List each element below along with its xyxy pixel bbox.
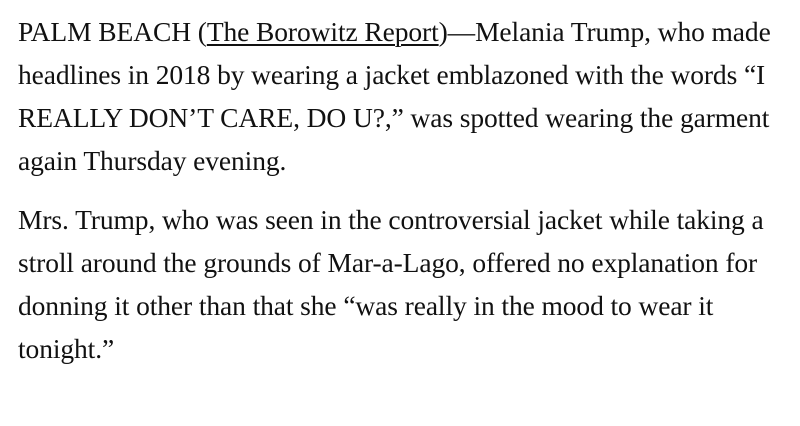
paragraph-1-text: Melania Trump, who made headlines in 2018 by wearing a jacket emblazoned with the words “I REALLY DON’T CARE, DO U?,” was spotted wearing the garment again Thursday evening. [18, 16, 771, 176]
dateline: PALM BEACH [18, 16, 191, 47]
open-paren: ( [190, 16, 207, 47]
source-link[interactable]: The Borowitz Report [206, 16, 439, 47]
paragraph-1 [18, 10, 788, 182]
paragraph-2: Mrs. Trump, who was seen in the controversial jacket while taking a stroll around the grounds of Mar-a-Lago, offered no explanation for donning it other than that she “was really in the mood to wear it tonight.” [18, 204, 764, 364]
close-paren-dash: )— [438, 16, 476, 47]
article-body [18, 10, 788, 370]
